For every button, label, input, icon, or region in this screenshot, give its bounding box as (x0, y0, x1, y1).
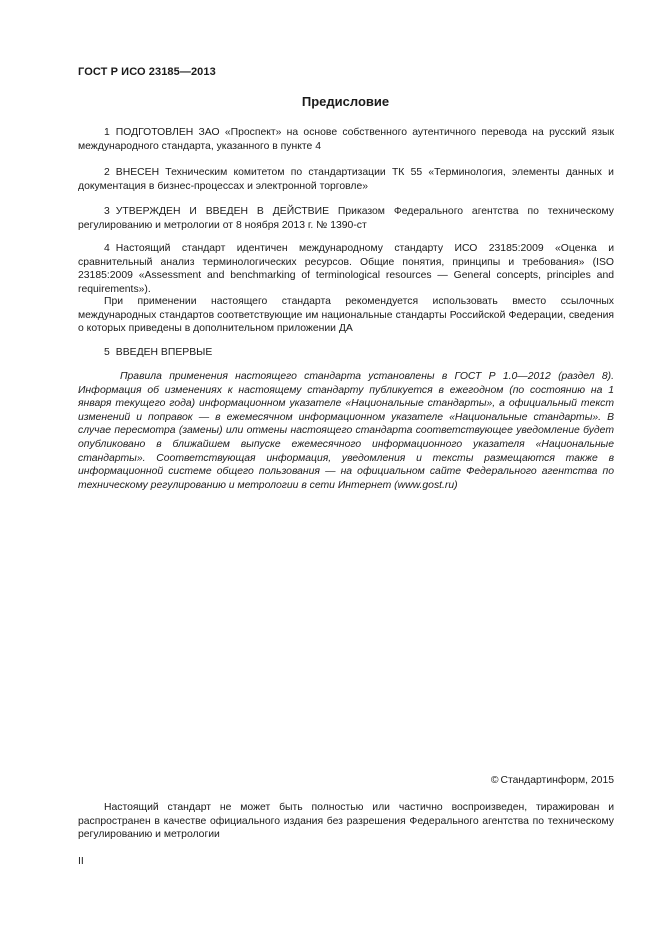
copyright (491, 775, 614, 786)
foreword-item-1 (78, 126, 614, 153)
item-text: УТВЕРЖДЕН И ВВЕДЕН В ДЕЙСТВИЕ Приказом Федерального агентства по техническому регулированию и метрологии от 8 ноября 2013 г. № 1390-ст (78, 206, 614, 231)
item-number: 4 (104, 243, 110, 254)
item-number: 5 (104, 347, 110, 358)
document-code: ГОСТ Р ИСО 23185—2013 (78, 66, 216, 78)
item-number: 3 (104, 206, 110, 217)
section-title-text: Предисловие (301, 94, 390, 109)
item-text: ВНЕСЕН Техническим комитетом по стандартизации ТК 55 «Терминология, элементы данных и документация в бизнес-процессах и электронной торговле» (78, 167, 614, 192)
foreword-item-3 (78, 205, 614, 232)
foreword-item-5 (78, 346, 614, 360)
reproduction-notice: Настоящий стандарт не может быть полностью или частично воспроизведен, тиражирован и распространен в качестве официального издания без разрешения Федерального агентства по техническому регулированию и метрологии (78, 802, 614, 841)
item-text: Настоящий стандарт идентичен международному стандарту ИСО 23185:2009 «Оценка и сравнительный анализ терминологических ресурсов. Общие понятия, принципы и требования» (ISO 23185:2009 «Assessment and benchmarking of terminological resources — General concepts, principles and requirements»). (78, 243, 614, 295)
page-number: II (78, 856, 84, 867)
item-number: 2 (104, 167, 110, 178)
foreword-item-2 (78, 166, 614, 193)
item-text: ПОДГОТОВЛЕН ЗАО «Проспект» на основе собственного аутентичного перевода на русский язык международного стандарта, указанного в пункте 4 (78, 127, 614, 152)
application-rules-notice: Правила применения настоящего стандарта установлены в ГОСТ Р 1.0—2012 (раздел 8). Информация об изменениях к настоящему стандарту публикуется в ежегодном (по состоянию на 1 января текущего года) информационном указателе «Национальные стандарты», а официальный текст изменений и поправок — в ежемесячном информационном указателе «Национальные стандарты». В случае пересмотра (замены) или отмены настоящего стандарта соответствующее уведомление будет опубликовано в ближайшем выпуске ежемесячного информационного указателя «Национальные стандарты». Соответствующая информация, уведомления и тексты размещаются также в информационной системе общего пользования — на официальном сайте Федерального агентства по техническому регулированию и метрологии в сети Интернет (www.gost.ru) (78, 371, 614, 491)
section-title (0, 94, 661, 109)
copyright-icon: © (490, 775, 499, 786)
foreword-item-4 (78, 242, 614, 296)
copyright-text: Стандартинформ, 2015 (500, 775, 614, 786)
foreword-item-4-note (78, 295, 614, 336)
item-text: При применении настоящего стандарта рекомендуется использовать вместо ссылочных международных стандартов соответствующие им национальные стандарты Российской Федерации, сведения о которых приведены в дополнительном приложении ДА (78, 296, 614, 335)
item-number: 1 (104, 127, 110, 138)
item-text: ВВЕДЕН ВПЕРВЫЕ (115, 347, 213, 358)
